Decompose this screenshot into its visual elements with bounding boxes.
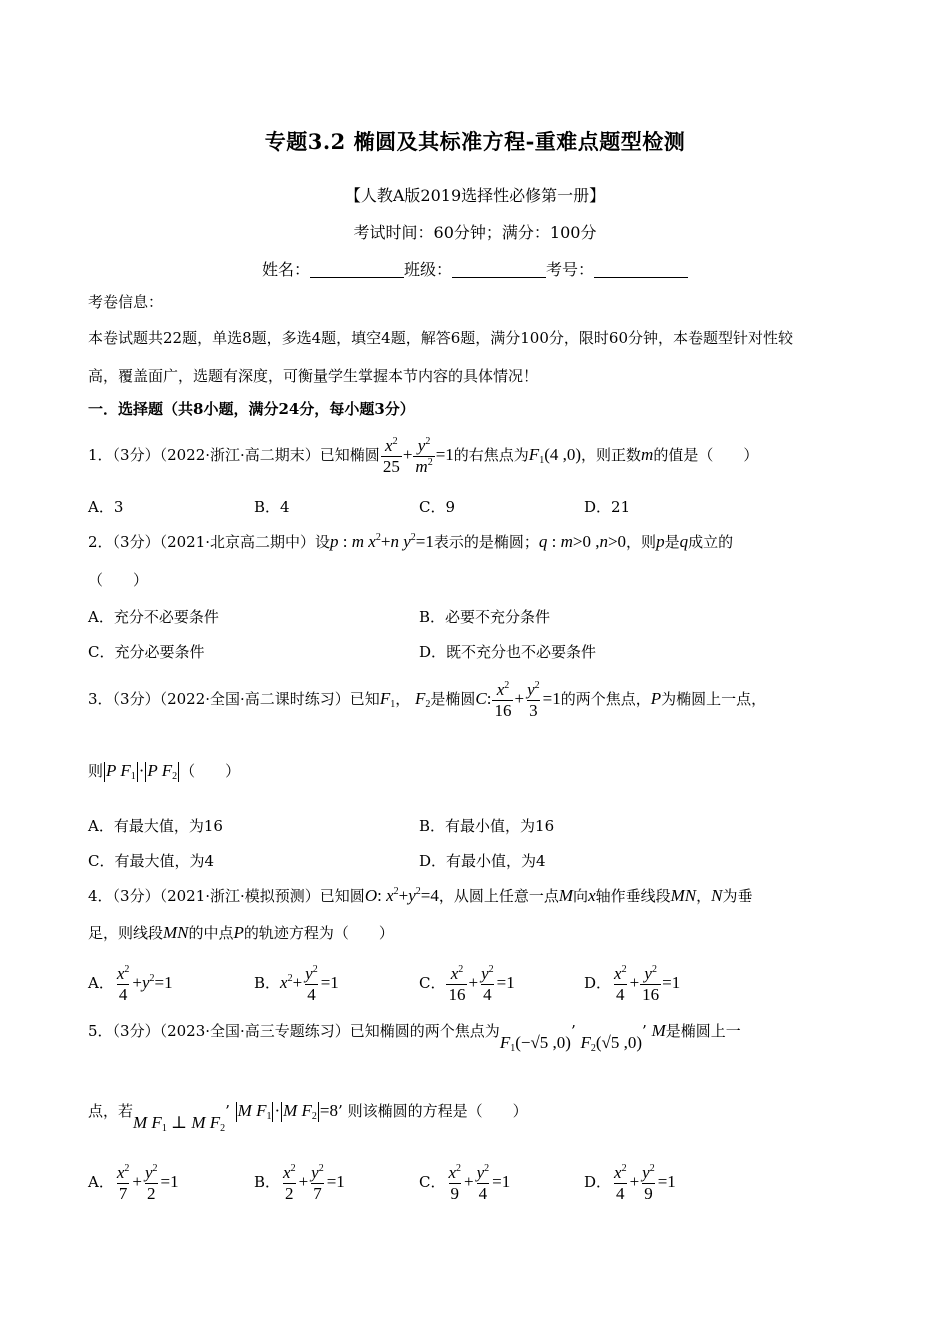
question-5-prefix: 5．（3分）（2023·全国·高三专题练习）已知椭圆的两个焦点为 [88,1022,500,1040]
question-1: 1．（3分）（2022·浙江·高二期末）已知椭圆 $\frac{x^2}{25}$ + $\frac{y^2}{m^2}$ =1的右焦点为$F_1(4$ ,0)，则正数m的值是（ ） [88,435,759,476]
number-label: 考号： [546,260,595,279]
q3-option-b[interactable]: B．有最小值，为16 [419,817,555,835]
question-2: 2．（3分）（2021·北京高二期中）设p : m $x^2+n$ $y^2=1$表示的是椭圆；q : m>0 ,n>0，则p是q成立的 [88,532,734,551]
option-label: B． [254,974,281,992]
student-info-fields [0,257,950,280]
question-4-line2: 足，则线段MN的中点P的轨迹方程为（ ） [88,923,394,942]
fraction: $\frac{x^2}{25}$ [382,435,400,476]
question-3-mid: 是椭圆 [430,690,476,708]
question-3-sep: ， [395,690,411,708]
q3-option-a[interactable]: A．有最大值，为16 [88,817,223,835]
option-label: A． [88,974,114,992]
question-4-mid2: 向 [573,887,589,905]
q2-option-b[interactable]: B．必要不充分条件 [419,608,551,626]
question-1-suffix2: 的值是（ ） [653,446,759,464]
question-3: 3．（3分）（2022·全国·高二课时练习）已知$F_1$， $F_2$是椭圆C: $\frac{x^2}{16}$ + $\frac{y^2}{3}$ =1的两个焦点，P为椭圆上一点， [88,679,767,720]
class-label: 班级： [403,260,452,279]
q5-option-a[interactable]: A． $\frac{x^2}{7}$ + $\frac{y^2}{2}$ =1 [88,1162,179,1203]
question-1-prefix: 1．（3分）（2022·浙江·高二期末）已知椭圆 [88,446,380,464]
q2-option-a[interactable]: A．充分不必要条件 [88,608,219,626]
exam-time: 考试时间：60分钟；满分：100分 [353,223,597,242]
question-4-line2c: 的轨迹方程为（ ） [243,924,394,942]
question-5: 5．（3分）（2023·全国·高三专题练习）已知椭圆的两个焦点为$F_1(-√5$ ,0)’ $F_2(√5$ ,0)’ M是椭圆上一 [88,1021,741,1054]
info-line-1: 本卷试题共22题，单选8题，多选4题，填空4题，解答6题，满分100分，限时60分钟，本卷题型针对性较 [88,329,793,347]
q1-option-c[interactable]: C．9 [419,498,456,516]
class-blank[interactable] [452,262,546,278]
q1-option-a[interactable]: A．3 [88,498,124,516]
q5-option-b[interactable]: B． $\frac{x^2}{2}$ + $\frac{y^2}{7}$ =1 [254,1162,345,1203]
question-1-suffix: ，则正数 [581,446,642,464]
question-5-line2-prefix: 点，若 [88,1102,134,1120]
option-label: C． [419,974,446,992]
question-4: 4．（3分）（2021·浙江·模拟预测）已知圆O: $x^2+y^2=4$，从圆上任意一点M向x轴作垂线段MN，N为垂 [88,886,753,905]
fraction: $\frac{y^2}{3}$ [527,679,540,720]
info-label: 考卷信息： [88,293,164,311]
q5-option-d[interactable]: D． $\frac{x^2}{4}$ + $\frac{y^2}{9}$ =1 [584,1162,676,1203]
question-3-paren: （ ） [180,762,241,780]
subtitle: 【人教A版2019选择性必修第一册】 [344,186,606,205]
fraction: $\frac{y^2}{m^2}$ [415,435,433,476]
q4-option-c[interactable]: C． $\frac{x^2}{16}$ + $\frac{y^2}{4}$ =1 [419,963,515,1004]
question-4-prefix: 4．（3分）（2021·浙江·模拟预测）已知圆 [88,887,365,905]
q3-option-c[interactable]: C．有最大值，为4 [88,852,215,870]
question-5-line2: 点，若M $F_1$ ⊥ M $F_2$’ M $F_1 \cdot M$ $F_2 =8$’ 则该椭圆的方程是（ ） [88,1101,528,1134]
question-3-suffix: 的两个焦点， [560,690,651,708]
question-5-suffix: 是椭圆上一 [665,1022,741,1040]
page-title: 专题3.2 椭圆及其标准方程-重难点题型检测 [264,129,686,154]
question-4-mid3: 轴作垂线段 [595,887,671,905]
question-3-line2: 则 P $F_1 \cdot P$ $F_2$ （ ） [88,761,241,782]
q3-option-d[interactable]: D．有最小值，为4 [419,852,546,870]
option-label: D． [584,974,612,992]
q1-option-d[interactable]: D．21 [584,498,631,516]
q1-option-b[interactable]: B．4 [254,498,290,516]
info-line-2: 高，覆盖面广，选题有深度，可衡量学生掌握本节内容的具体情况！ [88,367,539,385]
name-blank[interactable] [310,262,404,278]
q2-option-d[interactable]: D．既不充分也不必要条件 [419,643,597,661]
question-4-mid4: ， [696,887,712,905]
question-2-suffix: 成立的 [688,533,734,551]
question-3-line2-prefix: 则 [88,762,104,780]
question-2-mid3: 是 [664,533,680,551]
q2-option-c[interactable]: C．充分必要条件 [88,643,205,661]
q4-option-d[interactable]: D． $\frac{x^2}{4}$ + $\frac{y^2}{16}$ =1 [584,963,681,1004]
option-label: B． [254,1173,281,1191]
name-label: 姓名： [261,260,310,279]
question-2-mid: 表示的是椭圆； [433,533,539,551]
option-label: A． [88,1173,114,1191]
question-2-paren: （ ） [88,571,149,589]
question-4-line2a: 足，则线段 [88,924,164,942]
question-2-prefix: 2．（3分）（2021·北京高二期中）设 [88,533,331,551]
question-4-mid: ，从圆上任意一点 [438,887,559,905]
question-3-suffix2: 为椭圆上一点， [661,690,767,708]
option-label: D． [584,1173,612,1191]
option-label: C． [419,1173,446,1191]
question-1-mid: 的右焦点为 [453,446,529,464]
question-2-mid2: ，则 [626,533,657,551]
question-3-prefix: 3．（3分）（2022·全国·高二课时练习）已知 [88,690,380,708]
q5-option-c[interactable]: C． $\frac{x^2}{9}$ + $\frac{y^2}{4}$ =1 [419,1162,511,1203]
question-4-suffix: 为垂 [722,887,753,905]
fraction: $\frac{x^2}{16}$ [494,679,512,720]
q4-option-a[interactable]: A． $\frac{x^2}{4}$ $+y^2=1$ [88,963,173,1004]
number-blank[interactable] [594,262,688,278]
question-4-line2b: 的中点 [188,924,234,942]
q4-option-b[interactable]: B．$x^2+$ $\frac{y^2}{4}$ =1 [254,963,339,1004]
question-5-line2-suffix: 则该椭圆的方程是（ ） [347,1102,528,1120]
section-heading: 一．选择题（共8小题，满分24分，每小题3分） [88,400,415,418]
